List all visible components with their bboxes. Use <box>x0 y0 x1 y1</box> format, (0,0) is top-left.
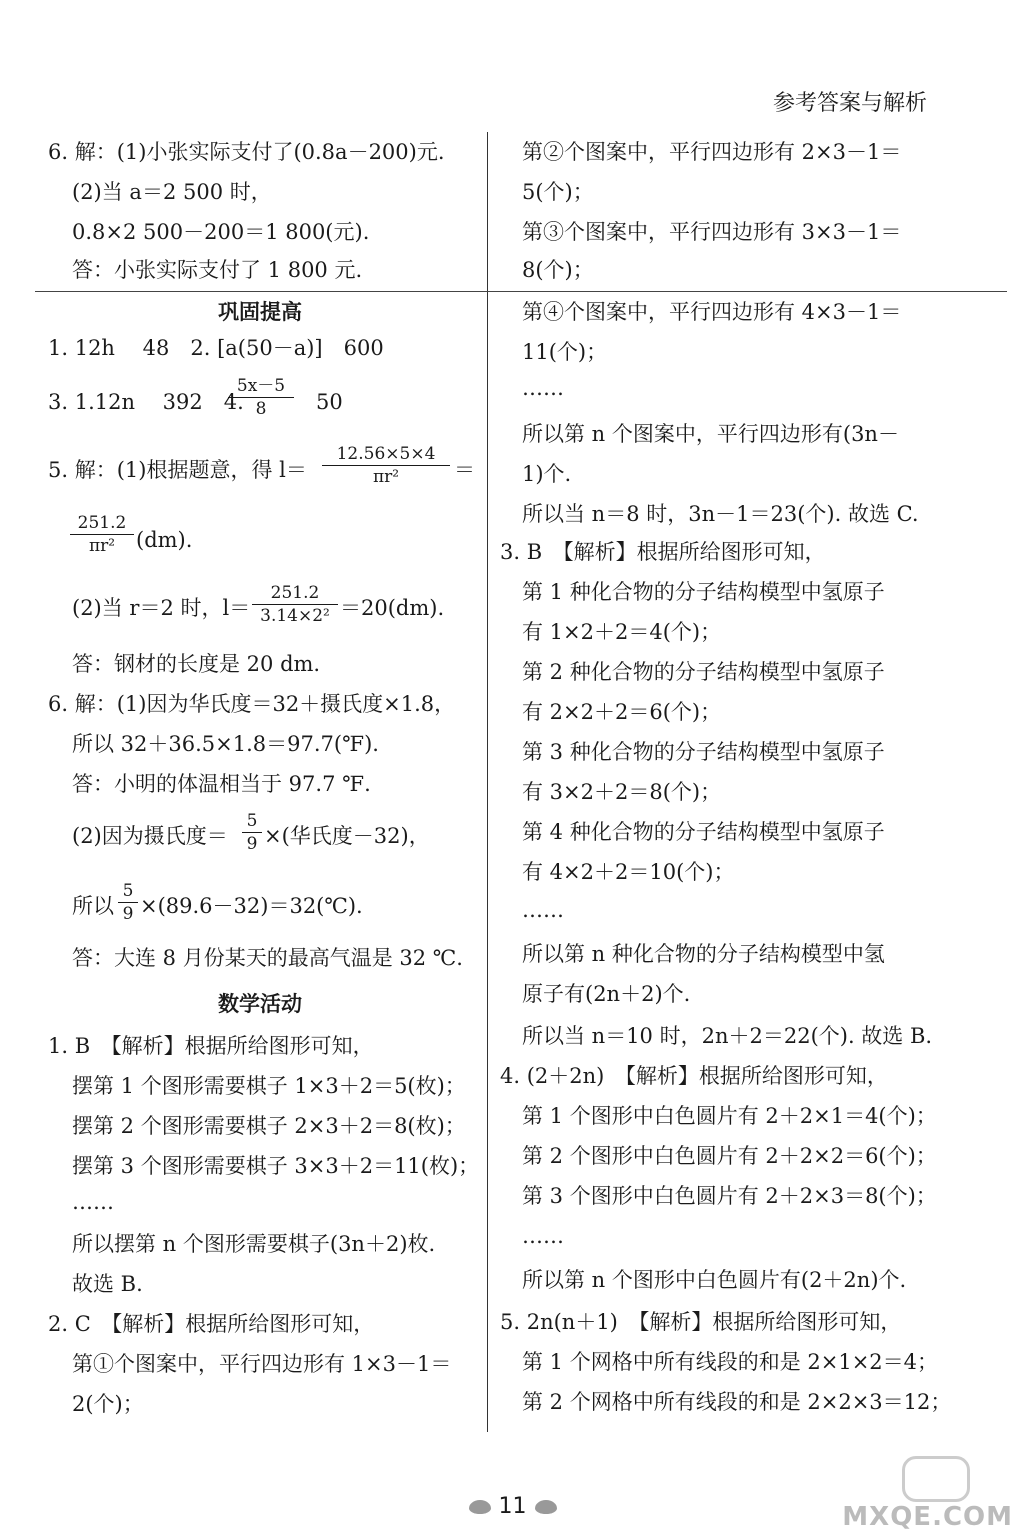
left-line: 所以 32＋36.5×1.8＝97.7(℉). <box>72 732 379 756</box>
left-line: 摆第 2 个图形需要棋子 2×3＋2＝8(枚)； <box>72 1114 466 1138</box>
right-line: 第 1 种化合物的分子结构模型中氢原子 <box>522 580 885 604</box>
right-line: 第 3 个图形中白色圆片有 2＋2×3＝8(个)； <box>522 1184 937 1208</box>
right-line: 所以第 n 个图案中，平行四边形有(3n－ <box>522 422 899 446</box>
left-line: 50 <box>316 390 343 414</box>
leaf-icon <box>535 1500 557 1514</box>
page-header-title: 参考答案与解析 <box>772 91 927 116</box>
left-line: 2(个)； <box>72 1392 144 1416</box>
right-line: 所以当 n＝10 时，2n＋2＝22(个). 故选 B. <box>522 1024 933 1048</box>
right-line: 3. B 【解析】根据所给图形可知， <box>500 540 826 564</box>
right-line: 1)个. <box>522 462 572 486</box>
left-line: 所以摆第 n 个图形需要棋子(3n＋2)枚. <box>72 1232 436 1256</box>
fraction: $\frac{5}{9}$ <box>242 810 262 855</box>
left-line: ＝ <box>454 458 475 482</box>
right-line: 第 1 个网格中所有线段的和是 2×1×2＝4； <box>522 1350 939 1374</box>
left-line: 摆第 3 个图形需要棋子 3×3＋2＝11(枚)； <box>72 1154 480 1178</box>
left-line: 第①个图案中，平行四边形有 1×3－1＝ <box>72 1352 452 1376</box>
right-line: 第 4 种化合物的分子结构模型中氢原子 <box>522 820 885 844</box>
left-line: 答：小明的体温相当于 97.7 ℉. <box>72 772 371 796</box>
right-line: 有 2×2＋2＝6(个)； <box>522 700 722 724</box>
section-divider-right <box>487 291 1007 292</box>
fraction: $\frac{5}{9}$ <box>118 880 138 925</box>
leaf-icon <box>469 1500 491 1514</box>
left-line: 答：大连 8 月份某天的最高气温是 32 ℃. <box>72 946 463 970</box>
right-line: 11(个)； <box>522 340 608 364</box>
right-line: 第 2 种化合物的分子结构模型中氢原子 <box>522 660 885 684</box>
right-line: 5(个)； <box>522 180 594 204</box>
right-line: 所以当 n＝8 时，3n－1＝23(个). 故选 C. <box>522 502 919 526</box>
right-line: 第④个图案中，平行四边形有 4×3－1＝ <box>522 300 902 324</box>
fraction: $\frac{12.56\times 5\times 4}{\text{πr²}}$ <box>322 443 450 488</box>
right-line: 有 4×2＋2＝10(个)； <box>522 860 735 884</box>
column-divider <box>487 132 488 1432</box>
left-line: 故选 B. <box>72 1272 143 1296</box>
left-line: 6. 解：(1)小张实际支付了(0.8a－200)元. <box>48 140 445 164</box>
right-line: 第②个图案中，平行四边形有 2×3－1＝ <box>522 140 902 164</box>
right-line: 所以第 n 种化合物的分子结构模型中氢 <box>522 942 885 966</box>
left-line: 答：钢材的长度是 20 dm. <box>72 652 321 676</box>
page-number: 11 <box>498 1494 527 1519</box>
right-line: 有 3×2＋2＝8(个)； <box>522 780 722 804</box>
left-line: 0.8×2 500－200＝1 800(元). <box>72 220 370 244</box>
section-divider-left <box>35 291 487 292</box>
left-line: 3. 1.12n 392 4. <box>48 390 244 414</box>
right-line: 第 2 个图形中白色圆片有 2＋2×2＝6(个)； <box>522 1144 937 1168</box>
right-line: 第 1 个图形中白色圆片有 2＋2×1＝4(个)； <box>522 1104 937 1128</box>
right-line: 有 1×2＋2＝4(个)； <box>522 620 722 644</box>
right-line: …… <box>522 898 564 922</box>
right-line: 5. 2n(n＋1) 【解析】根据所给图形可知， <box>500 1310 902 1334</box>
section-title-consolidate: 巩固提高 <box>218 300 302 324</box>
left-line: 6. 解：(1)因为华氏度＝32＋摄氏度×1.8， <box>48 692 456 716</box>
left-line: (2)因为摄氏度＝ <box>72 824 228 848</box>
left-line: (2)当 r＝2 时，l＝ <box>72 596 251 620</box>
left-line: ×(华氏度－32)， <box>264 824 430 848</box>
right-line: …… <box>522 376 564 400</box>
left-line: 1. B 【解析】根据所给图形可知， <box>48 1034 374 1058</box>
left-line: …… <box>72 1190 114 1214</box>
left-line: 答：小张实际支付了 1 800 元. <box>72 258 363 282</box>
fraction: $\frac{5x-5}{8}$ <box>228 375 294 420</box>
left-line: ×(89.6－32)＝32(℃). <box>140 894 363 918</box>
left-line: 1. 12h 48 2. [a(50－a)] 600 <box>48 336 384 360</box>
watermark-logo-icon <box>902 1456 970 1502</box>
left-line: 5. 解：(1)根据题意，得 l＝ <box>48 458 307 482</box>
fraction: $\frac{251.2}{\text{πr²}}$ <box>70 512 134 557</box>
right-line: 第 3 种化合物的分子结构模型中氢原子 <box>522 740 885 764</box>
right-line: 原子有(2n＋2)个. <box>522 982 691 1006</box>
right-line: 4. (2＋2n) 【解析】根据所给图形可知， <box>500 1064 888 1088</box>
left-line: 所以 <box>72 894 114 918</box>
left-line: 摆第 1 个图形需要棋子 1×3＋2＝5(枚)； <box>72 1074 466 1098</box>
right-line: 第 2 个网格中所有线段的和是 2×2×3＝12； <box>522 1390 952 1414</box>
right-line: 所以第 n 个图形中白色圆片有(2＋2n)个. <box>522 1268 907 1292</box>
right-line: 8(个)； <box>522 258 594 282</box>
section-title-math-activity: 数学活动 <box>218 992 302 1016</box>
left-line: 2. C 【解析】根据所给图形可知， <box>48 1312 375 1336</box>
left-line: (2)当 a＝2 500 时， <box>72 180 272 204</box>
right-line: …… <box>522 1224 564 1248</box>
fraction: $\frac{251.2}{\text{3.14×2²}}$ <box>252 582 338 627</box>
left-line: ＝20(dm). <box>340 596 445 620</box>
left-line: (dm). <box>136 528 193 552</box>
watermark-text: MXQE.COM <box>842 1502 1013 1532</box>
right-line: 第③个图案中，平行四边形有 3×3－1＝ <box>522 220 902 244</box>
